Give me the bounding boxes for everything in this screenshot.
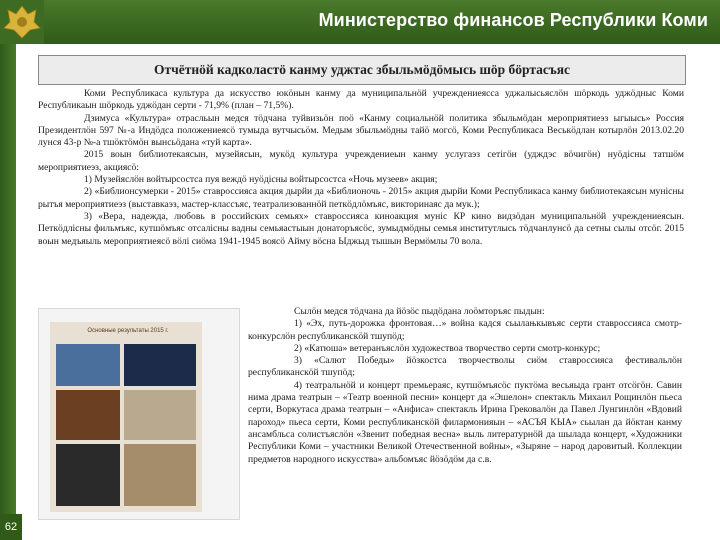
paragraph: Сылӧн медся тӧдчана да йӧзӧс пыдӧдана лоӧмторъяс пыдын:	[294, 306, 545, 317]
header-title: Министерство финансов Республики Коми	[318, 10, 708, 30]
photo-poster-eshelon	[56, 444, 120, 506]
left-decor-strip	[0, 44, 16, 540]
emblem-icon	[0, 0, 44, 44]
paragraph: 1) Музейяслӧн войтырсостса пуя веждӧ нуӧдiсны войтырсостса «Ночь музеев» акция;	[84, 174, 438, 186]
paragraph: 2) «Катюша» ветеранъяслӧн художествоа творчество серти смотр-конкурс;	[294, 342, 601, 354]
photo-collage	[50, 322, 202, 512]
section-title: Отчётнӧй кадколастӧ канму уджтас збыльмӧдӧмысь шӧр бӧртасъяс	[38, 55, 686, 85]
paragraph: 3) «Вера, надежда, любовь в российских семьях» ставроссияса киноакция муніс КР кино видзӧдан муниципальнӧй учреждениеясын. Петкӧдлiсны фильмъяс, кутшӧмъяс отсалiсны вадны семьяастыын донаторъясӧс, зумыдмӧдны семья институтлысь тӧдчанлунсӧ да сетны сылы отсӧг. 2015 воын медъяыль мероприятиеясӧ вӧлi сиӧма 1941-1945 воясӧ Айму вӧсна Ыджыд тышын Вермӧмлы 70 вола.	[38, 210, 684, 247]
paragraph: 4) театральнӧй и концерт премьераяс, кутшӧмъясӧс пуктӧма весьяыда грант отсӧгӧн. Савин нима драма театрын – «Театр военной песни» концерт да «Эшелон» спектакль Михаил Рощинлӧн пьеса серти, Воркутаса драма театрын – «Анфиса» спектакль Ирина Грековалӧн да Павел Лунгинлӧн «Вдовий пароход» пьеса серти, Коми республиканскӧй филармонияын – «АСЪЯ КЫА» сьылан да йӧктан канму ансамбльса солистъяслӧн «Звенит победная весна» выль литературнӧй да шылада концерт, «Художники Республики Коми – участники Великой Отечественной войны», «Зыряне – народ даровитый. Коллекции предметов народного искусства» альбомъяс йӧзӧдӧм да с.в.	[248, 379, 682, 465]
photo-painting	[124, 444, 196, 506]
photo-building	[56, 344, 120, 386]
collage-caption: Основные результаты 2015 г.	[87, 328, 169, 334]
photo-stage	[56, 390, 120, 440]
paragraph: Коми Республикаса культура да искусство юкӧнын канму да муниципальнӧй учреждениеясса уджалысьяслӧн шӧркодь уджӧдныс Коми Республикаын шӧркодь уджӧдан серти - 71,9% (план – 71,5%).	[38, 88, 684, 112]
paragraph: Дзимуса «Культура» отрасльын медся тӧдчана туйвизьӧн поӧ «Канму социальнӧй политика збыльмӧдан мероприятиеэз ыгыысь» Россия Президентлӧн 597 №-а Индӧдса положениеясӧ тумыда вутчысьӧм. Медым збыльмӧдны тайӧ могсӧ, Коми Республикаса Веськӧдлан котырлӧн 2013.02.20 лунся 43-р №-а тшӧктӧмӧн вынсьӧдана «туй карта».	[38, 112, 684, 149]
main-text	[38, 88, 684, 248]
header-bar	[0, 0, 720, 44]
photo-tree	[124, 344, 196, 386]
paragraph: 2) «Библионсумерки - 2015» ставроссияса акция дырйи да «Библионочь - 2015» акция дырйи Коми Республикаса канму библиотекаясын мунiсны рытъя мероприятиеэз (выставкаэз, мастер-классъяс, театрализованнӧй петкӧдлӧмъяс, викторинаяс да мук.);	[38, 186, 684, 210]
right-text	[248, 306, 682, 466]
photo-book-cover	[124, 390, 196, 440]
page-number: 62	[0, 514, 22, 540]
paragraph: 3) «Салют Победы» йӧзкостса творчестволы сиӧм ставроссияса фестивальлӧн республиканскӧй тшупӧд;	[248, 355, 682, 379]
paragraph: 1) «Эх, путь-дорожка фронтовая…» война кадся сьылањкывъяс серти ставроссияса смотр-конкурслӧн республиканскӧй тшупӧд;	[248, 318, 682, 342]
paragraph: 2015 воын библиотекаясын, музейясын, мукӧд культура учреждениеын канму услугаэз сетігӧн (удждэс вӧчигӧн) нуӧдiсны татшӧм мероприятиеэз, акциясӧ:	[38, 149, 684, 173]
